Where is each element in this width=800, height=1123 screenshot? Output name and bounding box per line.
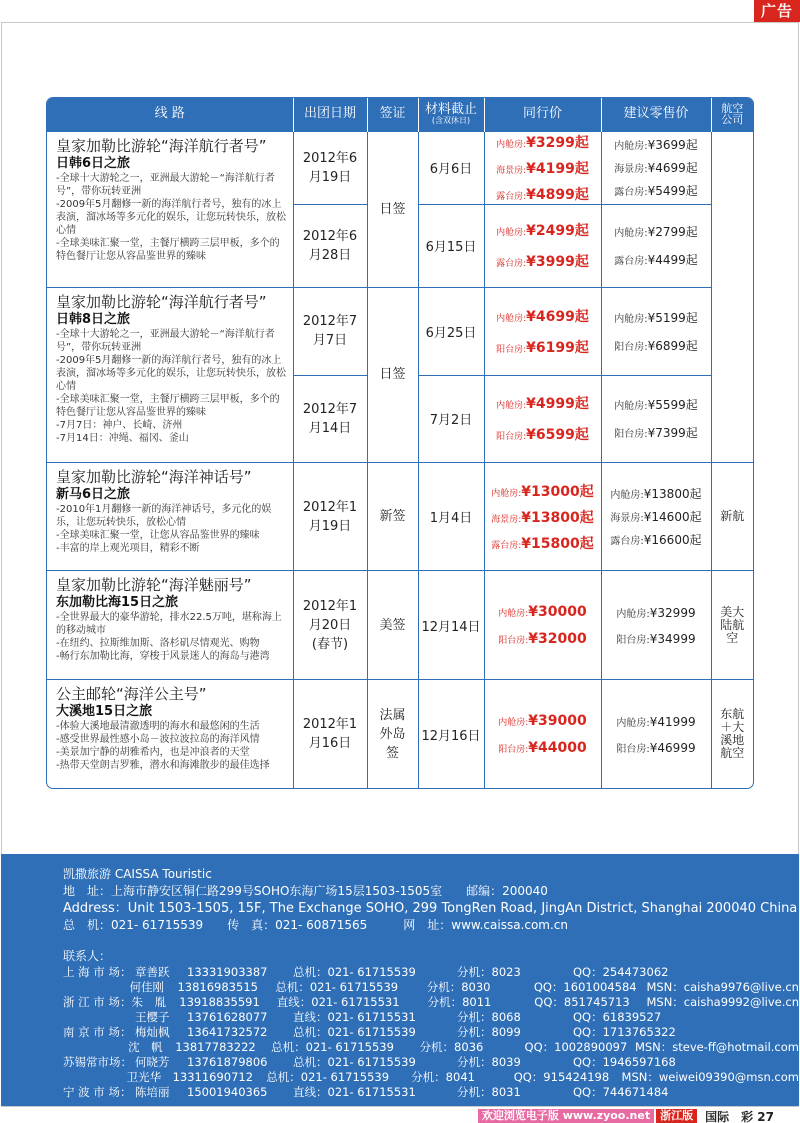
retail-price: ¥7399起 [647, 426, 698, 441]
contact-row [63, 1025, 799, 1040]
material-deadline: 1月4日 [418, 462, 484, 570]
retail-price: ¥5499起 [647, 184, 698, 199]
trade-price-line [485, 740, 601, 756]
route-note: -丰富的岸上观光项目，精彩不断 [56, 542, 200, 554]
ad-label: 广告 [754, 0, 800, 22]
route-table-body [47, 131, 753, 788]
route-note: -感受世界最性感小岛－波拉波拉岛的海洋风情 [56, 734, 260, 746]
retail-price: ¥5599起 [647, 398, 698, 413]
route-note: -全球十大游轮之一，亚洲最大游轮－“海洋航行者号”，带你玩转亚洲 [56, 328, 275, 353]
table-row [47, 287, 753, 375]
route-note: -全世界最大的豪华游轮，排水22.5万吨，堪称海上的移动城市 [56, 612, 282, 637]
trade-price: ¥13800起 [521, 509, 594, 526]
contact-row [63, 1070, 799, 1085]
contact-name: 陈培丽 [135, 1085, 170, 1099]
cabin-type: 内舱房: [614, 313, 648, 325]
departure-date: 2012年1月20日(春节) [293, 571, 367, 680]
tour-name: 大溪地15日之旅 [56, 704, 153, 720]
route-description [47, 287, 293, 462]
retail-price-line [616, 631, 695, 646]
contact-name: 沈 帆 [128, 1040, 163, 1054]
route-note: -2009年5月翻修一新的海洋航行者号，独有的冰上表演，溜冰场等多元化的娱乐，让您玩转快乐，放松心情 [56, 198, 286, 236]
retail-price: ¥16600起 [643, 533, 702, 548]
retail-price: ¥13800起 [643, 487, 702, 502]
trade-price-cell [484, 571, 601, 680]
contact-phone: 总机：021- 61715539 [266, 1070, 390, 1084]
trade-price: ¥4199起 [526, 160, 589, 177]
contact-region [63, 1010, 135, 1025]
retail-price-cell [601, 204, 711, 287]
route-note: -美景加宁静的胡雅希内，也是冲浪者的天堂 [56, 747, 250, 759]
departure-date: 2012年6月28日 [293, 204, 367, 287]
retail-price-cell [601, 375, 711, 462]
airline-cell: 新航 [711, 462, 753, 570]
cabin-type: 露台房: [614, 256, 648, 268]
contact-extension: 分机：8031 [457, 1085, 521, 1099]
retail-price-list [602, 485, 711, 548]
contact-qq: QQ：254473062 [573, 965, 669, 979]
contact-qq: QQ：851745713 [534, 995, 630, 1009]
route-note: -全球美味汇聚一堂，主餐厅横跨三层甲板，多个的特色餐厅让您从容品鉴世界的臻味 [56, 237, 280, 262]
airline-cell: 美大陆航空 [711, 571, 753, 680]
retail-price-line [614, 337, 698, 354]
cabin-type: 露台房: [491, 540, 522, 551]
trade-price-cell [484, 287, 601, 375]
table-row [47, 462, 753, 570]
route-note: -体验大溪地最清澈透明的海水和最悠闲的生活 [56, 721, 260, 733]
trade-price-line [485, 631, 601, 647]
ship-name: 皇家加勒比游轮“海洋航行者号” [56, 136, 267, 155]
contact-mobile: 15001940365 [187, 1085, 268, 1099]
ship-name: 皇家加勒比游轮“海洋神话号” [56, 467, 252, 486]
contact-region: 苏锡常市场： [63, 1055, 132, 1069]
trade-price-line [485, 481, 601, 501]
contacts-list [63, 965, 799, 1100]
retail-price: ¥32999 [649, 605, 696, 620]
contact-region [63, 980, 129, 995]
contact-row [63, 995, 799, 1010]
visa-type: 新签 [367, 462, 418, 570]
retail-price-line [614, 159, 698, 176]
header-visa: 签证 [367, 98, 418, 131]
cabin-type: 阳台房: [614, 429, 648, 441]
contact-name: 何佳刚 [129, 980, 164, 994]
trade-price-cell [484, 131, 601, 204]
retail-price-cell [601, 131, 711, 204]
visa-type: 日签 [367, 287, 418, 462]
contacts-section [63, 948, 799, 1100]
contact-qq: QQ：61839527 [573, 1010, 662, 1024]
trade-price-list [485, 393, 601, 444]
retail-price-line [614, 182, 698, 199]
contact-mobile: 13641732572 [187, 1025, 268, 1039]
departure-date: 2012年1月16日 [293, 680, 367, 788]
cabin-type: 内舱房: [614, 141, 648, 153]
trade-price: ¥3299起 [526, 134, 589, 151]
contact-row [63, 1055, 799, 1070]
contact-name: 何晓芳 [135, 1055, 170, 1069]
retail-price-line [610, 508, 701, 525]
route-note: -在纽约、拉斯维加斯、洛杉矶尽情观光、购物 [56, 638, 260, 650]
contact-extension: 分机：8068 [457, 1010, 521, 1024]
contact-region: 南 京 市 场： [63, 1025, 132, 1039]
retail-price: ¥4699起 [647, 161, 698, 176]
contact-name: 章善跃 [135, 965, 170, 979]
trade-price-line [485, 713, 601, 729]
cabin-type: 海景房: [610, 513, 644, 525]
trade-price-line [485, 507, 601, 527]
table-row [47, 680, 753, 788]
trade-price: ¥4899起 [526, 186, 589, 203]
trade-price-list [485, 132, 601, 204]
trade-price-line [485, 533, 601, 553]
ship-name: 皇家加勒比游轮“海洋魅丽号” [56, 576, 252, 595]
cabin-type: 内舱房: [498, 608, 529, 619]
trade-price-list [485, 306, 601, 357]
retail-price-line [614, 309, 698, 326]
trade-price-list [485, 481, 601, 553]
trade-price-list [485, 713, 601, 756]
retail-price-list [602, 396, 711, 441]
tour-name: 新马6日之旅 [56, 486, 131, 502]
trade-price-line [485, 184, 601, 204]
contact-mobile: 13918835591 [179, 995, 260, 1009]
route-table-container [46, 97, 754, 789]
ship-name: 公主邮轮“海洋公主号” [56, 685, 207, 704]
retail-price-line [614, 424, 698, 441]
cabin-type: 阳台房: [614, 341, 648, 353]
tour-name: 日韩8日之旅 [56, 311, 131, 327]
contact-extension: 分机：8011 [427, 995, 492, 1009]
contact-phone: 总机：021- 61715539 [275, 980, 399, 994]
route-description [47, 131, 293, 287]
trade-price-list [485, 220, 601, 271]
contact-phone: 直线：021- 61715531 [293, 1085, 416, 1099]
material-deadline: 12月14日 [418, 571, 484, 680]
contact-region: 浙 江 市 场： [63, 995, 132, 1009]
header-route: 线 路 [47, 98, 293, 131]
contact-region [63, 1040, 128, 1055]
trade-price-line [485, 424, 601, 444]
route-note: -2009年5月翻修一新的海洋航行者号，独有的冰上表演，溜冰场等多元化的娱乐，让您玩转快乐，放松心情 [56, 354, 286, 392]
cabin-type: 露台房: [496, 191, 527, 202]
retail-price-cell [601, 287, 711, 375]
retail-price-line [614, 251, 698, 268]
trade-price: ¥15800起 [521, 535, 594, 552]
contact-msn: MSN：steve-ff@hotmail.com [634, 1040, 799, 1054]
retail-price-line [614, 223, 698, 240]
material-deadline: 6月15日 [418, 204, 484, 287]
retail-price-line [614, 136, 698, 153]
trade-price-line [485, 220, 601, 240]
trade-price: ¥30000 [528, 603, 587, 620]
contact-row [63, 1085, 799, 1100]
edition-badge: 浙江版 [656, 1109, 697, 1123]
contact-mobile: 13816983515 [177, 980, 258, 994]
departure-date: 2012年7月14日 [293, 375, 367, 462]
contact-row [63, 1010, 799, 1025]
cabin-type: 露台房: [496, 259, 527, 270]
header-airline: 航空公司 [711, 98, 753, 131]
trade-price: ¥6199起 [526, 339, 589, 356]
contact-extension: 分机：8041 [411, 1070, 475, 1084]
contact-extension: 分机：8023 [457, 965, 521, 979]
contact-qq: QQ：744671484 [573, 1085, 669, 1099]
retail-price: ¥3699起 [647, 138, 698, 153]
cabin-type: 露台房: [610, 536, 644, 548]
cabin-type: 露台房: [614, 187, 648, 199]
trade-price: ¥3999起 [526, 254, 589, 271]
table-header-row [47, 98, 753, 131]
header-trade-price: 同行价 [484, 98, 601, 131]
cabin-type: 阳台房: [496, 344, 527, 355]
airline-cell [711, 131, 753, 462]
cabin-type: 海景房: [496, 165, 527, 176]
departure-date: 2012年1月19日 [293, 462, 367, 570]
trade-price-cell [484, 204, 601, 287]
contact-name: 梅灿枫 [135, 1025, 170, 1039]
cabin-type: 阳台房: [616, 634, 650, 646]
route-note: -7月7日：神户、长崎、济州 [56, 419, 183, 431]
trade-price-cell [484, 462, 601, 570]
trade-price-cell [484, 680, 601, 788]
visa-type: 法属外岛签 [367, 680, 418, 788]
contact-qq: QQ：915424198 [513, 1070, 610, 1084]
header-deadline-sub: (含双休日) [431, 115, 471, 125]
trade-price: ¥44000 [528, 739, 587, 756]
retail-price-line [616, 740, 695, 755]
material-deadline: 7月2日 [418, 375, 484, 462]
cabin-type: 内舱房: [496, 401, 527, 412]
trade-price: ¥2499起 [526, 223, 589, 240]
contact-region: 上 海 市 场： [63, 965, 132, 979]
retail-price: ¥14600起 [643, 510, 702, 525]
material-deadline: 6月6日 [418, 131, 484, 204]
contact-qq: QQ：1713765322 [573, 1025, 676, 1039]
header-deadline-label: 材料截止 [424, 102, 477, 118]
header-retail-price: 建议零售价 [601, 98, 711, 131]
contact-qq: QQ：1002890097 [524, 1040, 628, 1054]
cabin-type: 阳台房: [616, 743, 650, 755]
contact-footer [1, 854, 799, 1106]
trade-price-line [485, 604, 601, 620]
route-note: -7月14日：冲绳、福冈、釜山 [56, 432, 189, 444]
cabin-type: 内舱房: [614, 401, 648, 413]
trade-price: ¥32000 [528, 630, 587, 647]
contact-extension: 分机：8036 [419, 1040, 484, 1054]
tour-name: 日韩6日之旅 [56, 155, 131, 171]
contact-region [63, 1070, 127, 1085]
route-description [47, 462, 293, 570]
cabin-type: 海景房: [614, 164, 648, 176]
trade-price-line [485, 132, 601, 152]
cabin-type: 海景房: [491, 514, 522, 525]
retail-price-line [610, 531, 701, 548]
trade-price: ¥6599起 [526, 427, 589, 444]
material-deadline: 6月25日 [418, 287, 484, 375]
trade-price: ¥13000起 [521, 483, 594, 500]
contacts-title: 联系人： [63, 949, 112, 963]
route-note: -全球十大游轮之一，亚洲最大游轮－“海洋航行者号”，带你玩转亚洲 [56, 172, 275, 197]
cabin-type: 内舱房: [498, 717, 529, 728]
contact-phone: 总机：021- 61715539 [293, 1055, 416, 1069]
header-deadline [418, 98, 484, 131]
retail-price-list [602, 605, 711, 646]
departure-date: 2012年6月19日 [293, 131, 367, 204]
table-row [47, 131, 753, 204]
trade-price-line [485, 337, 601, 357]
trade-price: ¥39000 [528, 712, 587, 729]
trade-price-line [485, 393, 601, 413]
phone-info: 总 机：021- 61715539 传 真：021- 60871565 网 址：www.caissa.com.cn [63, 918, 569, 932]
cabin-type: 内舱房: [496, 139, 527, 150]
route-note: -全球美味汇聚一堂，让您从容品鉴世界的臻味 [56, 529, 260, 541]
contact-msn: MSN：weiwei09390@msn.com [621, 1070, 799, 1084]
material-deadline: 12月16日 [418, 680, 484, 788]
contact-mobile: 13311690712 [172, 1070, 254, 1084]
table-row [47, 571, 753, 680]
cabin-type: 内舱房: [614, 228, 648, 240]
trade-price-line [485, 251, 601, 271]
retail-price: ¥41999 [649, 714, 696, 729]
contact-phone: 总机：021- 61715539 [293, 965, 416, 979]
retail-price-line [616, 714, 695, 729]
page-number: 国际 彩 27 [705, 1109, 774, 1123]
contact-extension: 分机：8030 [426, 980, 491, 994]
retail-price-line [610, 485, 701, 502]
trade-price-line [485, 306, 601, 326]
contact-name: 卫光华 [126, 1070, 162, 1084]
contact-extension: 分机：8039 [457, 1055, 521, 1069]
contact-row [63, 980, 799, 995]
route-note: -热带天堂朗吉罗雅，潜水和海滩散步的最佳选择 [56, 760, 270, 772]
cabin-type: 阳台房: [496, 432, 527, 443]
airline-cell: 东航＋大溪地航空 [711, 680, 753, 788]
contact-phone: 直线：021- 61715531 [276, 995, 400, 1009]
contact-row [63, 1040, 799, 1055]
trade-price: ¥4699起 [526, 308, 589, 325]
route-description [47, 680, 293, 788]
contact-mobile: 13331903387 [187, 965, 268, 979]
cabin-type: 阳台房: [498, 635, 529, 646]
retail-price-cell [601, 462, 711, 570]
route-table [47, 98, 753, 788]
departure-date: 2012年7月7日 [293, 287, 367, 375]
contact-qq: QQ：1601004584 [533, 980, 637, 994]
retail-price: ¥4499起 [647, 253, 698, 268]
trade-price-list [485, 604, 601, 647]
cabin-type: 内舱房: [496, 313, 527, 324]
retail-price: ¥46999 [649, 740, 696, 755]
retail-price-line [614, 396, 698, 413]
contact-mobile: 13761879806 [187, 1055, 268, 1069]
retail-price: ¥2799起 [647, 225, 698, 240]
company-name: 凯撒旅游 CAISSA Touristic [63, 867, 212, 881]
tour-name: 东加勒比海15日之旅 [56, 595, 179, 611]
visa-type: 美签 [367, 571, 418, 680]
route-note: -畅行东加勒比海，穿梭于风景迷人的海岛与港湾 [56, 651, 270, 663]
contact-mobile: 13817783222 [175, 1040, 256, 1054]
contact-mobile: 13761628077 [187, 1010, 268, 1024]
contact-msn: MSN：caisha9976@live.cn [646, 980, 799, 994]
contact-name: 朱 胤 [131, 995, 166, 1009]
address-cn: 地 址：上海市静安区铜仁路299号SOHO东海广场15层1503-1505室 邮编：200040 [63, 884, 548, 898]
retail-price-cell [601, 571, 711, 680]
route-description [47, 571, 293, 680]
header-date: 出团日期 [293, 98, 367, 131]
contact-name: 王樱子 [135, 1010, 170, 1024]
retail-price: ¥34999 [649, 631, 696, 646]
trade-price-cell [484, 375, 601, 462]
bottom-bar [478, 1109, 774, 1123]
retail-price-line [616, 605, 695, 620]
retail-price-list [602, 714, 711, 755]
contact-phone: 直线：021- 61715531 [293, 1010, 416, 1024]
promo-link[interactable]: 欢迎浏览电子版 www.zyoo.net [478, 1109, 654, 1123]
contact-qq: QQ：1946597168 [573, 1055, 676, 1069]
cabin-type: 内舱房: [491, 488, 522, 499]
cabin-type: 内舱房: [496, 228, 527, 239]
cabin-type: 内舱房: [610, 490, 644, 502]
contact-extension: 分机：8099 [457, 1025, 521, 1039]
contact-msn: MSN：caisha9992@live.cn [646, 995, 800, 1009]
cabin-type: 阳台房: [498, 744, 529, 755]
retail-price: ¥6899起 [647, 338, 698, 353]
retail-price-list [602, 136, 711, 199]
trade-price: ¥4999起 [526, 396, 589, 413]
route-note: -全球美味汇聚一堂，主餐厅横跨三层甲板，多个的特色餐厅让您从容品鉴世界的臻味 [56, 393, 280, 418]
retail-price: ¥5199起 [647, 310, 698, 325]
retail-price-list [602, 309, 711, 354]
contact-phone: 总机：021- 61715539 [271, 1040, 394, 1054]
visa-type: 日签 [367, 131, 418, 287]
retail-price-list [602, 223, 711, 268]
route-note: -2010年1月翻修一新的海洋神话号，多元化的娱乐，让您玩转快乐，放松心情 [56, 503, 272, 528]
contact-region: 宁 波 市 场： [63, 1085, 132, 1099]
contact-phone: 总机：021- 61715539 [293, 1025, 416, 1039]
trade-price-line [485, 158, 601, 178]
ship-name: 皇家加勒比游轮“海洋航行者号” [56, 292, 267, 311]
contact-row [63, 965, 799, 980]
cabin-type: 内舱房: [616, 608, 650, 620]
cabin-type: 内舱房: [616, 717, 650, 729]
retail-price-cell [601, 680, 711, 788]
address-en: Address：Unit 1503-1505, 15F, The Exchange SOHO, 299 TongRen Road, JingAn District, Shanghai 200040 China [63, 901, 798, 916]
